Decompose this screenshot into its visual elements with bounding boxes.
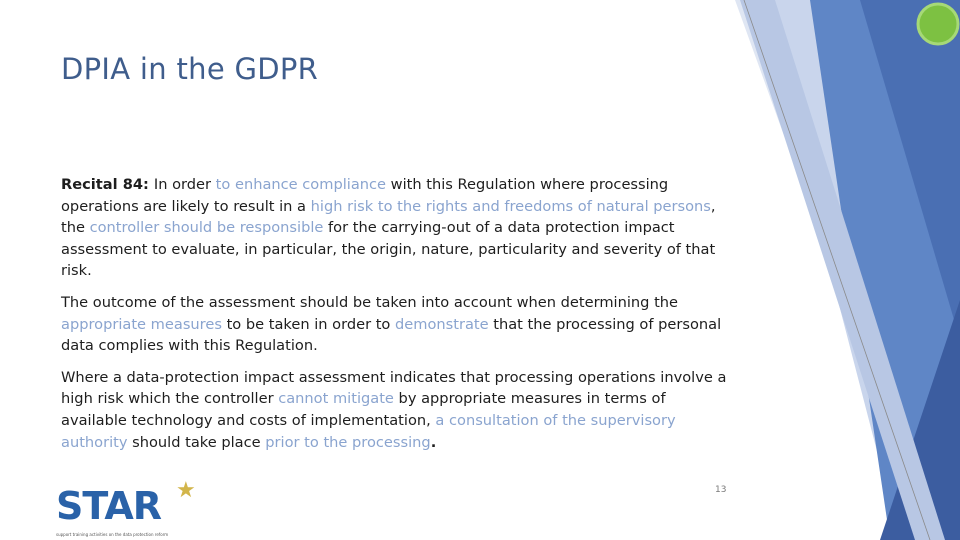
highlighted-phrase: to enhance compliance xyxy=(215,176,387,193)
star-icon: ★ xyxy=(176,478,196,503)
text-segment: , the xyxy=(61,197,716,237)
text-segment: with this Regulation where processing operations are likely to result in a xyxy=(61,176,669,215)
text-segment: for the carrying-out of a data protection impact assessment to evaluate, in particular, the origin, nature, particularity and severity of that risk. xyxy=(61,219,716,280)
highlighted-phrase: controller should be responsible xyxy=(89,219,324,237)
slide-title: DPIA in the GDPR xyxy=(61,52,319,86)
paragraph-3 xyxy=(61,367,729,453)
star-logo xyxy=(52,478,212,540)
paragraph-1 xyxy=(61,174,729,282)
text-segment: to be taken in order to xyxy=(221,315,395,333)
text-segment: . xyxy=(430,433,437,451)
highlighted-phrase: prior to the processing xyxy=(265,433,431,451)
page-number: 13 xyxy=(715,485,727,495)
highlighted-phrase: cannot mitigate xyxy=(278,390,394,408)
text-segment: The outcome of the assessment should be taken into account when determining the xyxy=(61,293,679,311)
accent-circle xyxy=(918,4,958,44)
text-segment: that the processing of personal data complies with this Regulation. xyxy=(61,315,722,355)
paragraph-2 xyxy=(61,292,729,357)
highlighted-phrase: demonstrate xyxy=(395,315,489,333)
text-segment: by appropriate measures in terms of available technology and costs of implementation, xyxy=(61,390,666,429)
highlighted-phrase: high risk to the rights and freedoms of natural persons xyxy=(310,197,711,215)
text-segment: Where a data-protection impact assessment indicates that processing operations involve a high risk which the controller xyxy=(61,368,727,408)
highlighted-phrase: a consultation of the supervisory authority xyxy=(61,411,676,451)
text-segment: Recital 84: xyxy=(61,176,154,193)
body-text xyxy=(61,174,729,463)
logo-tagline: support training activities on the data protection reform xyxy=(56,532,169,537)
logo-wordmark: STAR xyxy=(56,484,162,528)
text-segment: should take place xyxy=(127,433,266,451)
text-segment: In order xyxy=(153,176,216,193)
highlighted-phrase: appropriate measures xyxy=(61,315,222,333)
